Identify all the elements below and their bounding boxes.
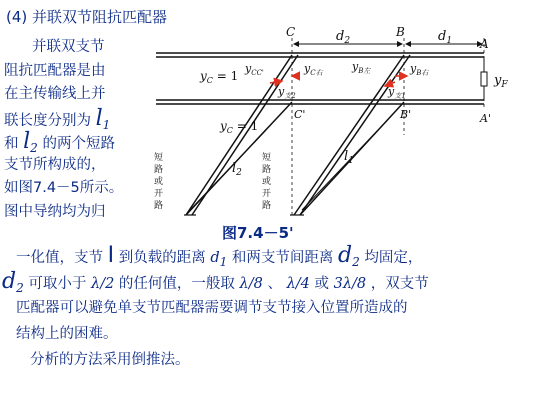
tail-1-d-sub: 1 <box>219 254 228 269</box>
label-yzhi2-var: y <box>278 85 285 98</box>
label-yC-you-var: y <box>304 62 311 75</box>
short2-char-4: 开 <box>154 189 164 199</box>
label-yC1-top-sub: C <box>206 76 213 85</box>
tail-line-2 <box>2 269 532 295</box>
label-yzhi1-var: y <box>388 85 395 98</box>
label-yB-zuo-var: y <box>352 60 359 73</box>
label-l2-var: l <box>232 161 237 176</box>
short2-char-1: 短 <box>154 153 164 163</box>
label-yB-zuo-sub: B左 <box>358 67 371 75</box>
intro-line-2: 阻抗匹配器是由 <box>4 62 106 79</box>
label-yF-sub: F <box>501 80 508 90</box>
intro-line-8: 图中导纳均为归 <box>4 203 106 220</box>
label-yC1-top-val: = 1 <box>212 69 239 83</box>
tail-line-4: 结构上的困难。 <box>16 326 118 342</box>
intro-line-5-and: 和 <box>4 136 19 152</box>
stub-1 <box>294 55 410 215</box>
tail-2-b: 可取小于 <box>28 276 87 292</box>
label-d2-sub: 2 <box>344 36 351 46</box>
label-yB-zuo <box>351 60 371 75</box>
l2-subscript: 2 <box>30 140 38 155</box>
label-yF-var: y <box>494 73 502 88</box>
short1-char-5: 路 <box>262 201 272 211</box>
label-yzhi2-sub: 支2 <box>284 92 296 100</box>
l1-symbol: l <box>95 105 103 131</box>
tail-1-c: 到负载的距离 <box>118 250 206 266</box>
label-yC1-top <box>199 69 238 85</box>
tail-2-g: λ/4 <box>286 276 310 292</box>
l1-subscript: 1 <box>102 117 111 132</box>
label-yCC-var: y <box>245 62 252 75</box>
label-C: C <box>286 25 296 39</box>
label-yC1-mid-sub: C <box>226 126 233 135</box>
short1-char-1: 短 <box>262 153 272 163</box>
label-yB-you <box>409 62 429 77</box>
label-yB-you-sub: B右 <box>416 69 429 77</box>
tail-1-a: 一化值，支节 <box>16 250 103 266</box>
tail-line-1 <box>2 243 532 269</box>
label-yC1-mid-var: y <box>220 119 227 133</box>
label-A: A <box>480 37 489 51</box>
short2-char-5: 路 <box>154 201 164 211</box>
tail-2-a: d <box>2 269 17 294</box>
load-element <box>481 57 487 100</box>
tail-1-e: 和两支节间距离 <box>231 250 334 266</box>
short-open-label-1 <box>262 151 271 211</box>
main-line-lower <box>156 100 484 104</box>
slide-title: (4) 并联双节阻抗匹配器 <box>6 8 168 26</box>
tail-2-j: ，双支节 <box>370 276 429 292</box>
reference-dashes <box>292 38 484 215</box>
main-line-upper <box>156 53 484 57</box>
tail-2-a-sub: 2 <box>16 280 24 295</box>
label-B: B <box>396 25 405 39</box>
tail-2-h: 或 <box>314 276 329 292</box>
label-yzhi1-sub: 支1 <box>394 92 406 100</box>
tail-paragraph <box>2 243 532 373</box>
short-open-label-2 <box>154 151 163 211</box>
label-d1 <box>438 29 452 46</box>
short2-char-2: 路 <box>154 165 164 175</box>
tail-1-g: 均固定， <box>364 250 423 266</box>
intro-line-1: 并联双支节 <box>32 39 105 55</box>
intro-line-3: 在主传输线上并 <box>4 86 106 102</box>
label-l1-sub: 1 <box>348 156 354 166</box>
label-C-prime: C' <box>294 108 306 121</box>
label-yC-you-sub: C右 <box>310 69 323 77</box>
label-l1 <box>344 149 354 166</box>
label-yC1-mid-val: = 1 <box>232 119 259 133</box>
label-yC-you <box>303 62 324 77</box>
short2-char-3: 或 <box>154 177 164 187</box>
tail-2-e: λ/8 <box>239 276 263 292</box>
short1-char-2: 路 <box>262 165 272 175</box>
tail-1-b: Ⅰ <box>107 243 115 268</box>
tail-1-f-sub: 2 <box>352 254 360 269</box>
label-d1-var: d <box>438 29 447 44</box>
label-yC1-mid <box>219 119 258 135</box>
tail-1-f: d <box>338 243 353 268</box>
label-B-prime: B' <box>400 108 412 121</box>
tail-line-3: 匹配器可以避免单支节匹配器需要调节支节接入位置所造成的 <box>16 300 408 316</box>
tail-1-d: d <box>210 250 220 266</box>
label-l2 <box>232 161 242 178</box>
label-l2-sub: 2 <box>236 168 242 178</box>
label-yB-you-var: y <box>410 62 417 75</box>
label-A-prime: A' <box>480 112 491 125</box>
label-yF <box>493 73 508 90</box>
l2-symbol: l <box>23 129 31 154</box>
short1-char-4: 开 <box>262 189 272 199</box>
label-yCC <box>244 62 264 77</box>
label-yCC-sub: CC' <box>251 69 264 77</box>
intro-line-6: 支节所构成的， <box>4 156 106 173</box>
tail-2-f: 、 <box>267 276 282 292</box>
short1-char-3: 或 <box>262 177 272 187</box>
label-yzhi2 <box>277 85 296 100</box>
label-yC1-top-var: y <box>200 69 207 83</box>
figure-caption: 图7.4－5' <box>222 224 294 242</box>
label-d1-sub: 1 <box>446 36 453 46</box>
tail-2-d: 的任何值，一般取 <box>118 276 235 292</box>
intro-line-7: 如图7.4－5所示。 <box>4 180 124 196</box>
label-yzhi1 <box>387 85 406 100</box>
intro-line-4-text: 联长度分别为 <box>4 112 91 129</box>
tail-2-c: λ/2 <box>91 276 115 292</box>
label-d2-var: d <box>336 29 345 44</box>
intro-line-5-text: 的两个短路 <box>42 136 115 152</box>
label-l1-var: l <box>344 149 349 164</box>
tail-2-i: 3λ/8 <box>333 276 367 292</box>
label-d2 <box>336 29 350 46</box>
tail-line-5: 分析的方法采用倒推法。 <box>30 352 190 368</box>
